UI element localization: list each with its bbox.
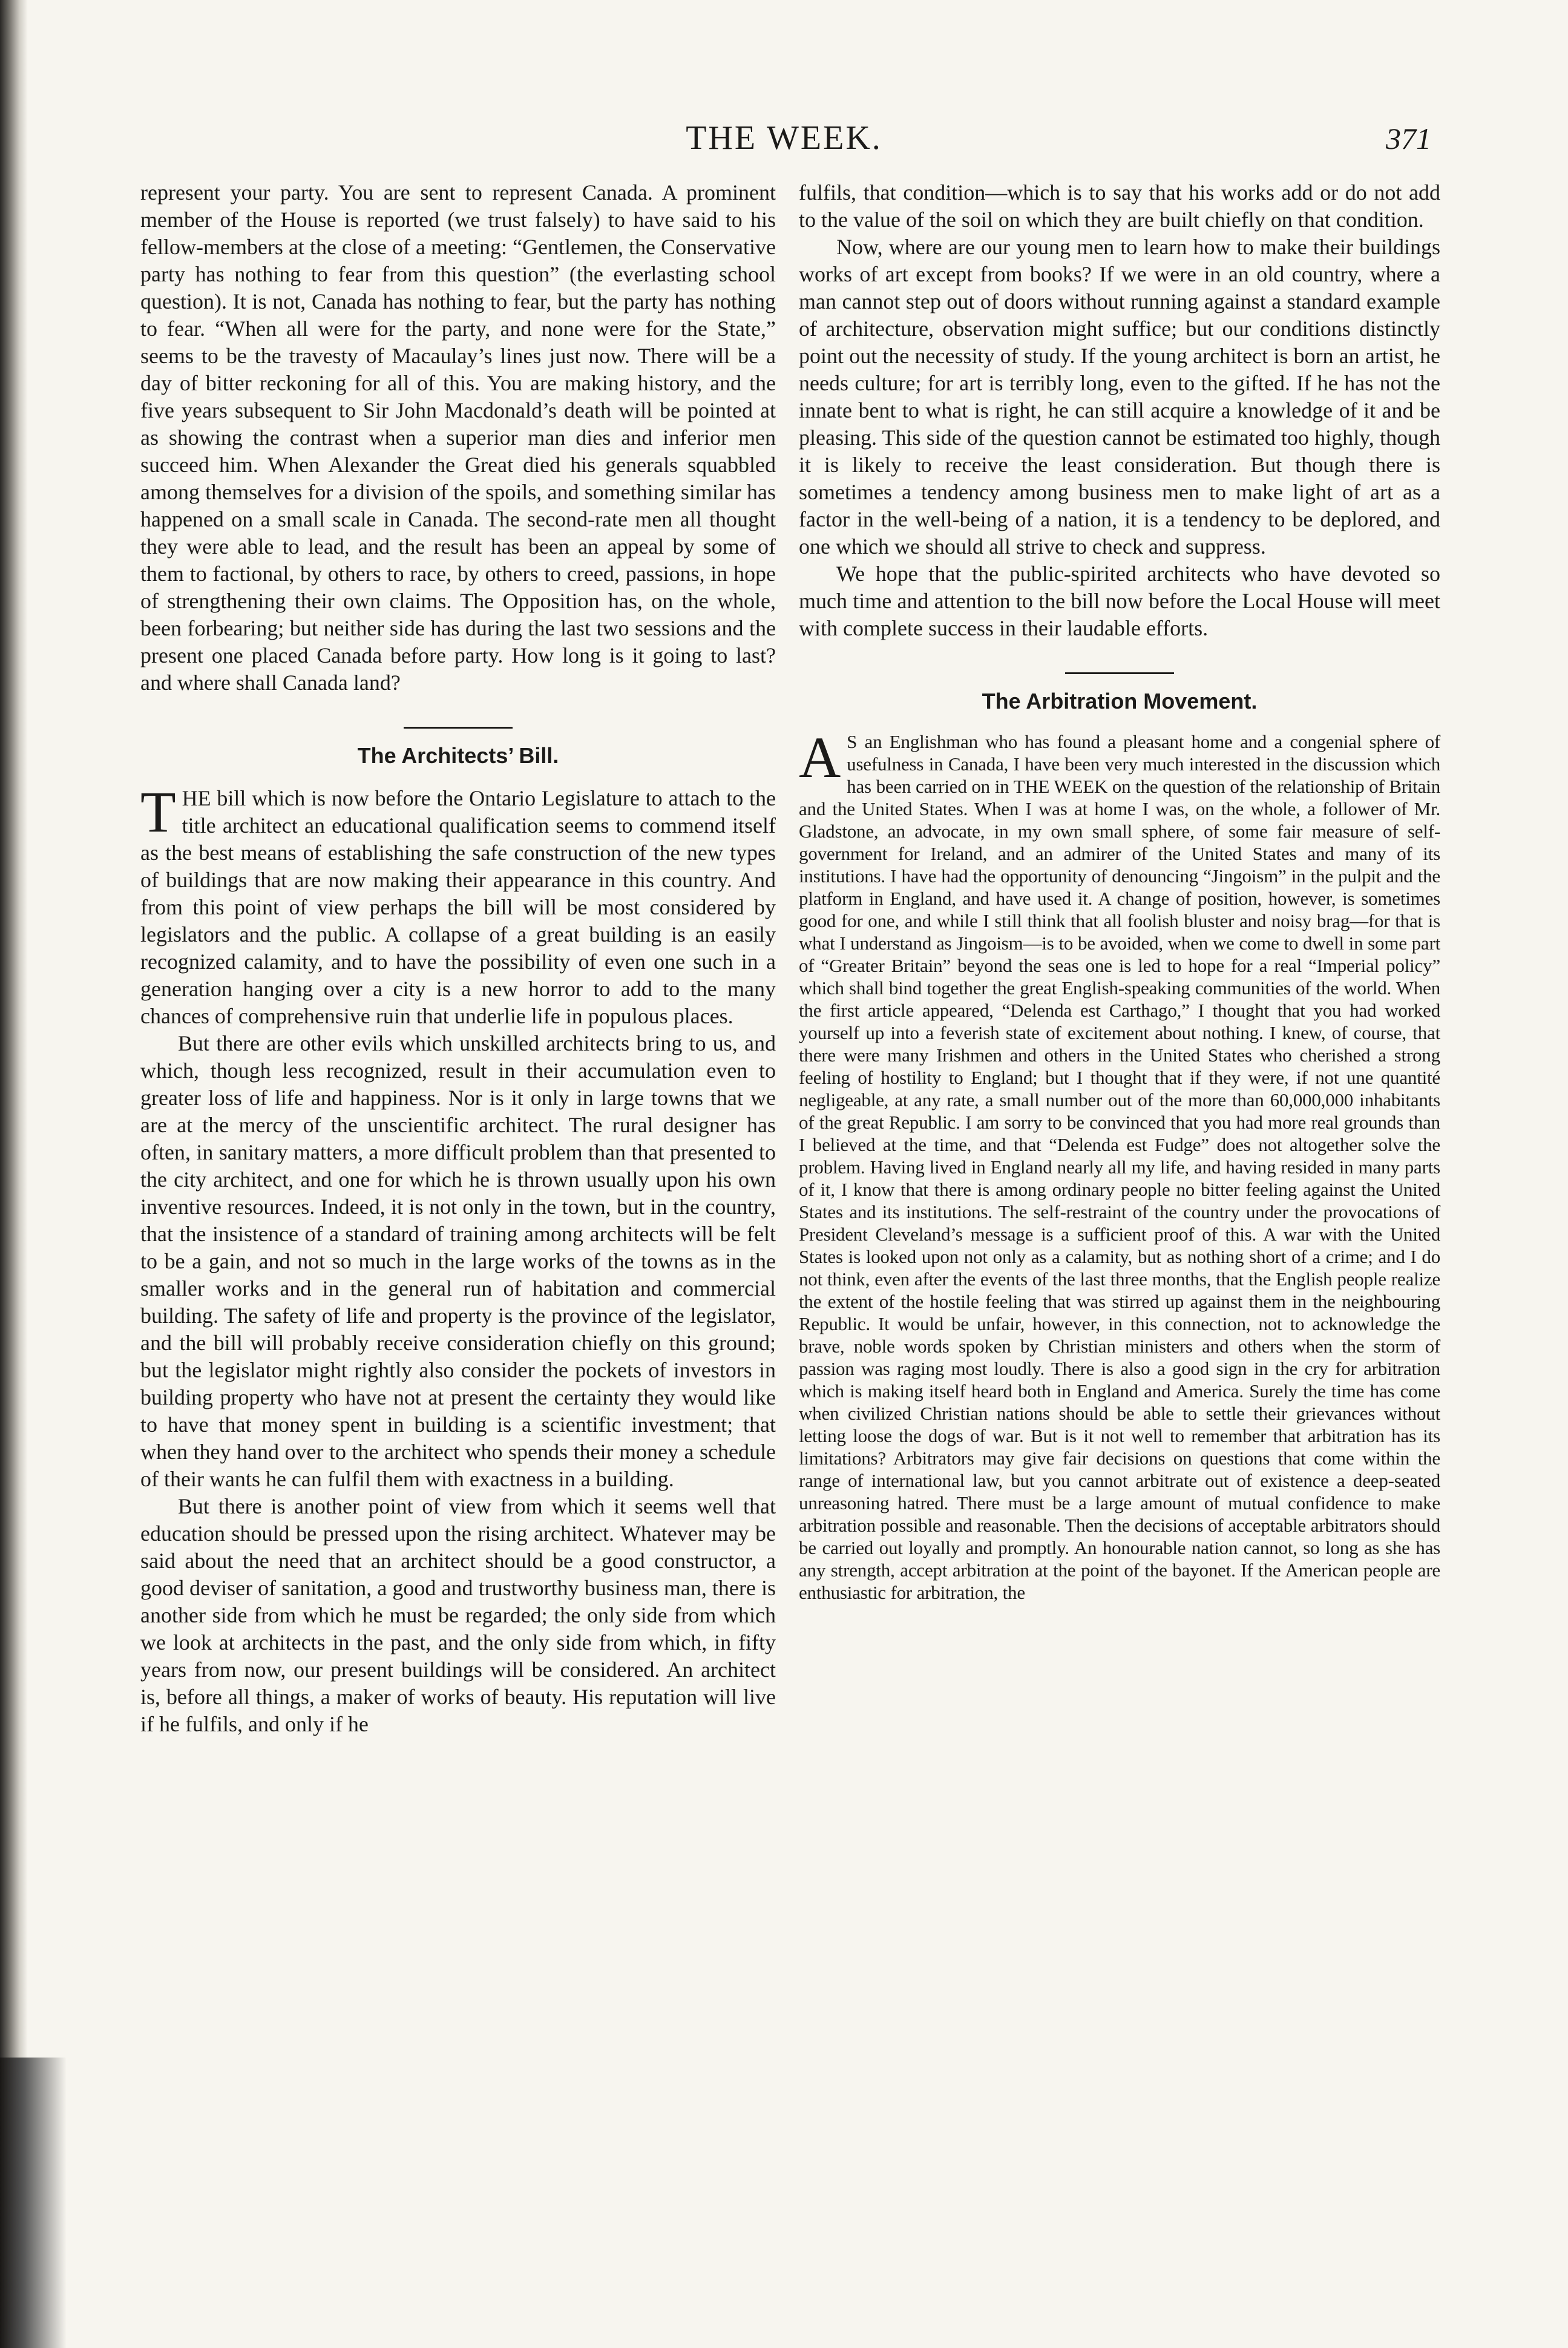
architects-paragraph-1-text: HE bill which is now before the Ontario Legislature to attach to the title architect an educational qualification seems to commend itself as the best means of establishing the safe construction of the new types of buildings that are now making their appearance in this country. And from this point of view perhaps the bill will be most considered by legislators and the public. A collapse of a great building is an easily recognized calamity, and to have the possibility of even one such in a generation hanging over a city is a new horror to add to the many chances of comprehensive ruin that underlie life in populous places.	[140, 786, 776, 1028]
page-number: 371	[1386, 122, 1431, 156]
section-divider	[404, 727, 513, 729]
architects-paragraph-1	[140, 779, 776, 1030]
drop-cap: T	[140, 779, 176, 844]
right-column	[799, 179, 1440, 1604]
arbitration-paragraph-1-text: S an Englishman who has found a pleasant home and a congenial sphere of usefulness in Canada, I have been very much interested in the discussion which has been carried on in THE WEEK on the question of the relationship of Britain and the United States. When I was at home I was, on the whole, a follower of Mr. Gladstone, an advocate, in my own small sphere, of some fair measure of self-government for Ireland, and an admirer of the United States and many of its institutions. I have had the opportunity of denouncing “Jingoism” in the pulpit and the platform in England, and have used it. A change of position, however, is sometimes good for one, and while I still think that all foolish bluster and noisy brag—for that is what I understand as Jingoism—is to be avoided, when we come to dwell in some part of “Greater Britain” beyond the seas one is led to hope for a real “Imperial policy” which shall bind together the great English-speaking communities of the world. When the first article appeared, “Delenda est Carthago,” I thought that you had worked yourself up into a feverish state of excitement about nothing. I knew, of course, that there were many Irishmen and others in the United States who cherished a strong feeling of hostility to England; but I thought that if they were, if not une quantité negligeable, at any rate, a small number out of the more than 60,000,000 inhabitants of the great Republic. I am sorry to be convinced that you had more real grounds than I believed at the time, and that “Delenda est Fudge” does not altogether solve the problem. Having lived in England nearly all my life, and having resided in many parts of it, I know that there is among ordinary people no bitter feeling against the United States and its institutions. The self-restraint of the country under the provocations of President Cleveland’s message is a sufficient proof of this. A war with the United States is looked upon not only as a calamity, but as nothing short of a crime; and I do not think, even after the events of the last three months, that the English people realize the extent of the hostile feeling that was stirred up against them in the neighbouring Republic. It would be unfair, however, in this connection, not to acknowledge the brave, noble words spoken by Christian ministers and others when the storm of passion was raging most loudly. There is also a good sign in the cry for arbitration which is making itself heard both in England and America. Surely the time has come when civilized Christian nations should be able to settle their grievances without letting loose the dogs of war. But is it not well to remember that arbitration has its limitations? Arbitrators may give fair decisions on questions that come within the range of international law, but you cannot arbitrate out of existence a deep-seated unreasoning hatred. There must be a large amount of mutual confidence to make arbitration possible and reasonable. Then the decisions of acceptable arbitrators should be carried out loyally and promptly. An honourable nation cannot, so long as she has any strength, accept arbitration at the point of the bayonet. If the American people are enthusiastic for arbitration, the	[799, 731, 1440, 1603]
architects-paragraph-3: But there is another point of view from which it seems well that education should be pressed upon the rising architect. Whatever may be said about the need that an architect should be a good constructor, a good deviser of sanitation, a good and trustworthy business man, there is another side from which he must be regarded; the only side from which we look at architects in the past, and the only side from which, in fifty years from now, our present buildings will be considered. An architect is, before all things, a maker of works of beauty. His reputation will live if he fulfils, and only if he	[140, 1494, 776, 1736]
architects-continued-paragraph: fulfils, that condition—which is to say that his works add or do not add to the value of the soil on which they are built chiefly on that condition.	[799, 180, 1440, 232]
continued-paragraph: represent your party. You are sent to represent Canada. A prominent member of the House is reported (we trust falsely) to have said to his fellow-members at the close of a meeting: “Gentlemen, the Conservative party has nothing to fear from this question” (the everlasting school question). It is not, Canada has nothing to fear, but the party has nothing to fear. “When all were for the party, and none were for the State,” seems to be the travesty of Macaulay’s lines just now. There will be a day of bitter reckoning for all of this. You are making history, and the five years subsequent to Sir John Macdonald’s death will be pointed at as showing the contrast when a superior man dies and inferior men succeed him. When Alexander the Great died his generals squabbled among themselves for a division of the spoils, and something similar has happened on a small scale in Canada. The second-rate men all thought they were able to lead, and the result has been an appeal by some of them to factional, by others to race, by others to creed, passions, in hope of strengthening their own claims. The Opposition has, on the whole, been forbearing; but neither side has during the last two sessions and the present one placed Canada before party. How long is it going to last? and where shall Canada land?	[140, 180, 776, 695]
running-head-title: THE WEEK.	[686, 119, 882, 157]
section-title-architects-bill: The Architects’ Bill.	[357, 743, 559, 768]
page-binding-edge	[0, 0, 28, 2348]
left-column	[140, 179, 776, 1738]
architects-paragraph-5: We hope that the public-spirited architects who have devoted so much time and attention to the bill now before the Local House will meet with complete success in their laudable efforts.	[799, 562, 1440, 640]
architects-paragraph-2: But there are other evils which unskilled architects bring to us, and which, though less recognized, result in their accumulation even to greater loss of life and happiness. Nor is it only in large towns that we are at the mercy of the unscientific architect. The rural designer has often, in sanitary matters, a more difficult problem than that presented to the city architect, and one for which he is thrown usually upon his own inventive resources. Indeed, it is not only in the town, but in the country, that the insistence of a standard of training among architects will be felt to be a gain, and not so much in the large works of the towns as in the smaller works and in the general run of habitation and commercial building. The safety of life and property is the province of the legislator, and the bill will probably receive consideration chiefly on this ground; but the legislator might rightly also consider the pockets of investors in building property who have not at present the certainty they would like to have that money spent in building is a scientific investment; that when they hand over to the architect who spends their money a schedule of their wants he can fulfil them with exactness in a building.	[140, 1031, 776, 1491]
section-divider	[1065, 672, 1174, 674]
section-title-arbitration-movement: The Arbitration Movement.	[982, 689, 1258, 713]
page-binding-shadow	[0, 2058, 67, 2348]
architects-paragraph-4: Now, where are our young men to learn how to make their buildings works of art except from books? If we were in an old country, where a man cannot step out of doors without running against a standard example of architecture, observation might suffice; but our conditions distinctly point out the necessity of study. If the young architect is born an artist, he needs culture; for art is terribly long, even to the gifted. If he has not the innate bent to what is right, he can still acquire a knowledge of it and be pleasing. This side of the question cannot be estimated too highly, though it is likely to receive the least consideration. But though there is sometimes a tendency among business men to make light of art as a factor in the well-being of a nation, it is a tendency to be deplored, and one which we should all strive to check and suppress.	[799, 235, 1440, 559]
arbitration-paragraph-1	[799, 725, 1440, 1604]
drop-cap: A	[799, 725, 841, 790]
